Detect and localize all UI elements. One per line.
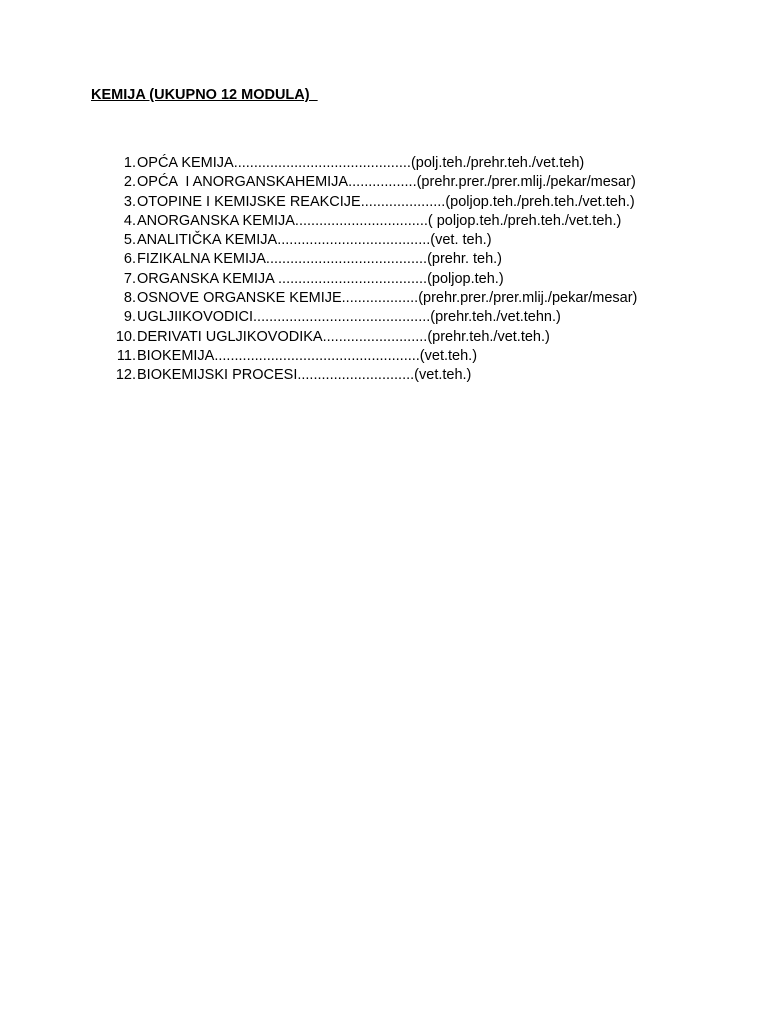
list-item-number: 1. <box>123 155 136 171</box>
list-item <box>108 231 637 250</box>
list-item-text: ANALITIČKA KEMIJA......................................(vet. teh.) <box>137 232 492 249</box>
list-item-number: 3. <box>123 193 136 210</box>
list-item-text: OTOPINE I KEMIJSKE REAKCIJE.....................(poljop.teh./preh.teh./vet.teh.) <box>137 193 635 210</box>
list-item-text: ANORGANSKA KEMIJA.................................( poljop.teh./preh.teh./vet.teh.) <box>137 212 622 229</box>
list-item <box>108 347 637 366</box>
list-item <box>108 212 637 231</box>
list-item-number: 11. <box>116 347 136 364</box>
list-item-number: 12. <box>115 367 136 384</box>
list-item-number: 6. <box>123 251 136 268</box>
list-item <box>108 173 637 192</box>
list-item <box>108 250 637 269</box>
list-item-text: BIOKEMIJA...................................................(vet.teh.) <box>137 347 478 364</box>
list-item-number: 5. <box>123 232 136 249</box>
list-item-text: OPĆA I ANORGANSKAHEMIJA.................(prehr.prer./prer.mlij./pekar/mesar) <box>137 174 636 191</box>
list-item-number: 10. <box>115 328 136 345</box>
list-item <box>108 289 637 308</box>
module-list <box>108 154 637 386</box>
list-item-text: FIZIKALNA KEMIJA........................................(prehr. teh.) <box>137 251 503 268</box>
list-item-text: OSNOVE ORGANSKE KEMIJE...................(prehr.prer./prer.mlij./pekar/mesar) <box>137 290 638 307</box>
list-item <box>108 193 637 212</box>
list-item-number: 2. <box>123 174 136 191</box>
list-item <box>108 154 637 173</box>
list-item <box>108 366 637 385</box>
list-item-text: ORGANSKA KEMIJA .....................................(poljop.teh.) <box>137 270 504 287</box>
list-item-text: UGLJIIKOVODICI............................................(prehr.teh./vet.tehn.) <box>137 309 561 326</box>
list-item-text: DERIVATI UGLJIKOVODIKA..........................(prehr.teh./vet.teh.) <box>137 328 550 345</box>
list-item <box>108 308 637 327</box>
list-item <box>108 270 637 289</box>
list-item-number: 7. <box>123 270 136 287</box>
list-item-text: OPĆA KEMIJA............................................(polj.teh./prehr.teh./vet.teh) <box>137 155 585 171</box>
list-item-number: 9. <box>123 309 136 326</box>
list-item-text: BIOKEMIJSKI PROCESI.............................(vet.teh.) <box>137 367 472 384</box>
page-title: KEMIJA (UKUPNO 12 MODULA) <box>91 87 318 103</box>
list-item-number: 8. <box>123 290 136 307</box>
list-item-number: 4. <box>123 212 136 229</box>
list-item <box>108 328 637 347</box>
